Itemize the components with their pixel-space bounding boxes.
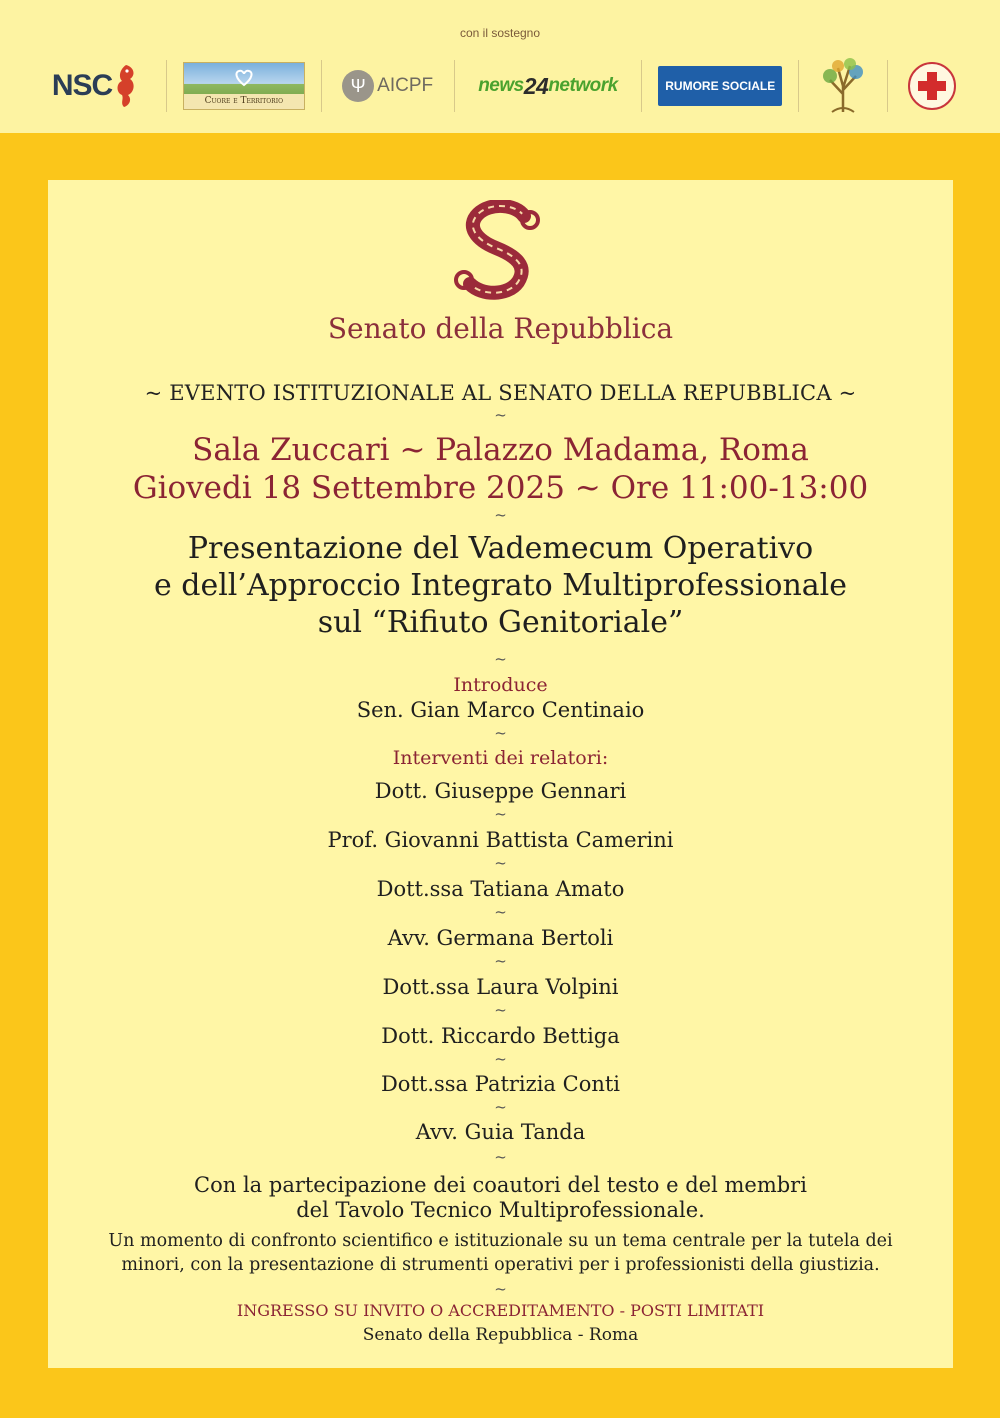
- aicpf-emblem-icon: Ψ: [342, 70, 374, 102]
- rumore-sociale-logo: [658, 66, 782, 106]
- aicpf-logo: [338, 56, 438, 116]
- aicpf-logo-text: AICPF: [377, 75, 434, 96]
- tree-icon: [816, 58, 870, 114]
- speaker-name: Dott.ssa Laura Volpini: [382, 975, 619, 999]
- cuore-territorio-text: Cuore e Territorio: [184, 94, 304, 109]
- heart-hands-icon: [233, 69, 255, 87]
- speaker-name: Dott.ssa Tatiana Amato: [376, 877, 625, 901]
- participation-line-1: Con la partecipazione dei coautori del testo e del membri: [194, 1173, 807, 1197]
- event-venue: Sala Zuccari ~ Palazzo Madama, Roma: [192, 432, 809, 468]
- red-cross-icon: [908, 62, 956, 110]
- speaker-name: Avv. Germana Bertoli: [387, 926, 614, 950]
- news24network-logo: [470, 56, 625, 116]
- separator-tilde: ~: [494, 1280, 507, 1298]
- intro-speaker: Sen. Gian Marco Centinaio: [356, 698, 645, 722]
- separator-tilde: ~: [494, 1050, 507, 1068]
- separator-tilde: ~: [494, 854, 507, 872]
- separator-tilde: ~: [494, 903, 507, 921]
- description-line-2: minori, con la presentazione di strumenti operativi per i professionisti della giustizia.: [121, 1255, 880, 1275]
- separator-tilde: ~: [494, 1001, 507, 1019]
- separator-tilde: ~: [494, 506, 507, 524]
- institution-name: Senato della Repubblica: [327, 312, 674, 345]
- speaker-name: Dott. Giuseppe Gennari: [374, 779, 627, 803]
- description-line-1: Un momento di confronto scientifico e istituzionale su un tema centrale per la tutela dei: [108, 1231, 893, 1251]
- speaker-name: Dott. Riccardo Bettiga: [381, 1024, 620, 1048]
- separator-tilde: ~: [494, 1148, 507, 1166]
- logo-divider: [641, 60, 642, 112]
- separator-tilde: ~: [494, 650, 507, 668]
- event-title-line-2: e dell’Approccio Integrato Multiprofessionale: [153, 568, 848, 603]
- senate-emblem: [48, 200, 953, 308]
- network-text: network: [548, 75, 618, 96]
- event-title-line-3: sul “Rifiuto Genitoriale”: [317, 605, 684, 640]
- separator-tilde: ~: [494, 724, 507, 742]
- nsc-logo-text: NSC: [51, 69, 113, 102]
- event-datetime: Giovedi 18 Settembre 2025 ~ Ore 11:00-13:00: [132, 470, 869, 506]
- logo-divider: [798, 60, 799, 112]
- speaker-name: Avv. Guia Tanda: [415, 1120, 586, 1144]
- croce-rossa-logo: [904, 56, 960, 116]
- logo-divider: [321, 60, 322, 112]
- logo-divider: [166, 60, 167, 112]
- intro-label: Introduce: [453, 674, 548, 696]
- nsc-logo: [40, 56, 150, 116]
- speakers-label: Interventi dei relatori:: [392, 747, 609, 769]
- speaker-name: Prof. Giovanni Battista Camerini: [327, 828, 674, 852]
- participation-line-2: del Tavolo Tecnico Multiprofessionale.: [296, 1198, 705, 1222]
- speaker-name: Dott.ssa Patrizia Conti: [380, 1072, 621, 1096]
- senate-s-emblem-icon: [446, 200, 556, 304]
- tree-logo: [815, 56, 871, 116]
- sponsor-logos: [40, 55, 960, 117]
- invite-notice: INGRESSO SU INVITO O ACCREDITAMENTO - POSTI LIMITATI: [236, 1301, 765, 1320]
- separator-tilde: ~: [494, 406, 507, 424]
- rumore-sociale-text: RUMORE SOCIALE: [665, 79, 776, 93]
- event-title-line-1: Presentazione del Vademecum Operativo: [187, 531, 814, 566]
- news-24-text: 24: [523, 72, 549, 99]
- sponsor-label: con il sostegno: [459, 26, 541, 40]
- event-headline: ~ EVENTO ISTITUZIONALE AL SENATO DELLA REPUBBLICA ~: [144, 381, 857, 405]
- news-text: news: [478, 75, 524, 96]
- logo-divider: [887, 60, 888, 112]
- separator-tilde: ~: [494, 805, 507, 823]
- cuore-territorio-logo: [183, 62, 305, 110]
- separator-tilde: ~: [494, 952, 507, 970]
- nsc-seahorse-icon: [112, 63, 138, 109]
- separator-tilde: ~: [494, 1098, 507, 1116]
- sponsor-bar: [0, 0, 1000, 133]
- footer-text: Senato della Repubblica - Roma: [362, 1325, 639, 1345]
- invitation-panel: [48, 180, 953, 1368]
- logo-divider: [454, 60, 455, 112]
